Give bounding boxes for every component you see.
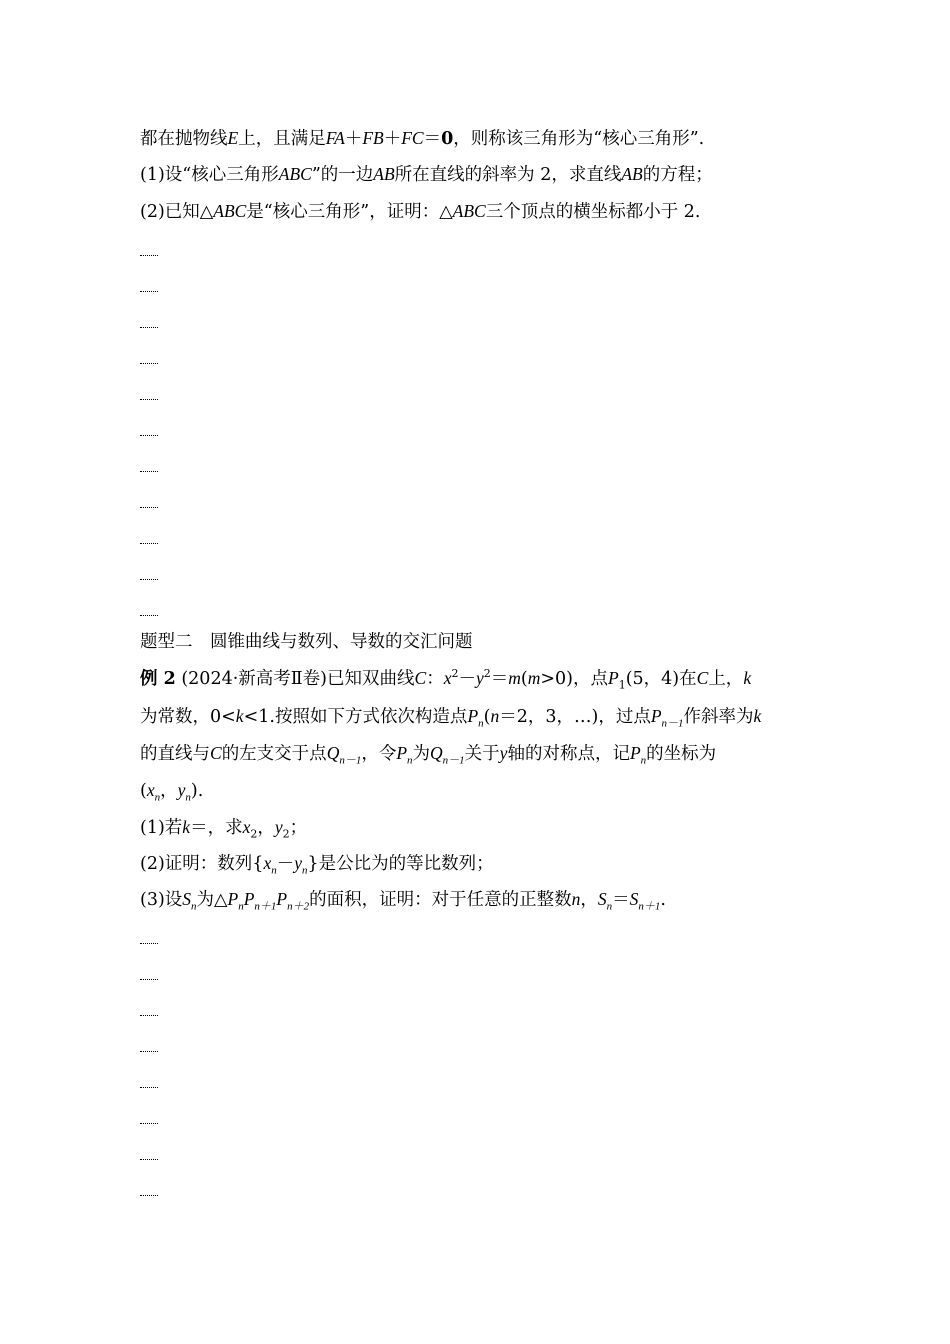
answer-line bbox=[140, 978, 158, 980]
answer-line bbox=[140, 1194, 158, 1196]
problem1-line1: 都在抛物线E上，且满足FA＋FB＋FC＝0，则称该三角形为“核心三角形”. bbox=[140, 128, 705, 149]
problem1-part2: (2)已知△ABC是“核心三角形”，证明：△ABC三个顶点的横坐标都小于 2. bbox=[140, 201, 701, 222]
example2-question3: (3)设$S_n$为$\triangle P_nP_{n+1}P_{n+2}$的面积，证明：对于任意的正整数n，$S_n=S_{n+1}$. bbox=[140, 889, 666, 913]
example2-question1: (1)若k＝，求$x_2$，$y_2$； bbox=[140, 817, 308, 841]
answer-line bbox=[140, 434, 158, 436]
answer-line bbox=[140, 1086, 158, 1088]
answer-line bbox=[140, 326, 158, 328]
answer-line bbox=[140, 506, 158, 508]
example2-question2: (2)证明：数列$\{x_n-y_n\}$是公比为的等比数列； bbox=[140, 853, 494, 877]
answer-line bbox=[140, 1122, 158, 1124]
answer-line bbox=[140, 578, 158, 580]
answer-line bbox=[140, 1014, 158, 1016]
example2-line1: 例 2 (2024·新高考Ⅱ卷)已知双曲线C：$x^2-y^2=m(m>0)$，点$P_1(5$，4)在C上，k bbox=[140, 667, 752, 692]
answer-line bbox=[140, 1158, 158, 1160]
example2-line3: 的直线与C的左支交于点$Q_{n-1}$，令$P_n$为$Q_{n-1}$关于y轴的对称点，记$P_n$的坐标为 bbox=[140, 743, 717, 767]
problem1-part1: (1)设“核心三角形ABC”的一边AB所在直线的斜率为 2，求直线AB的方程； bbox=[140, 164, 713, 185]
section-heading: 题型二 圆锥曲线与数列、导数的交汇问题 bbox=[140, 632, 473, 652]
answer-line bbox=[140, 614, 158, 616]
answer-line bbox=[140, 398, 158, 400]
answer-line bbox=[140, 542, 158, 544]
answer-line bbox=[140, 470, 158, 472]
example2-line2: 为常数，0<k<1.按照如下方式依次构造点$P_n(n=2$，3，…)，过点$P_{n-1}$作斜率为k bbox=[140, 706, 762, 730]
example2-line4: ($x_n$，$y_n$). bbox=[140, 780, 204, 804]
example-label: 例 2 bbox=[140, 669, 176, 689]
answer-line bbox=[140, 290, 158, 292]
answer-line bbox=[140, 254, 158, 256]
answer-line bbox=[140, 362, 158, 364]
answer-line bbox=[140, 942, 158, 944]
answer-line bbox=[140, 1050, 158, 1052]
